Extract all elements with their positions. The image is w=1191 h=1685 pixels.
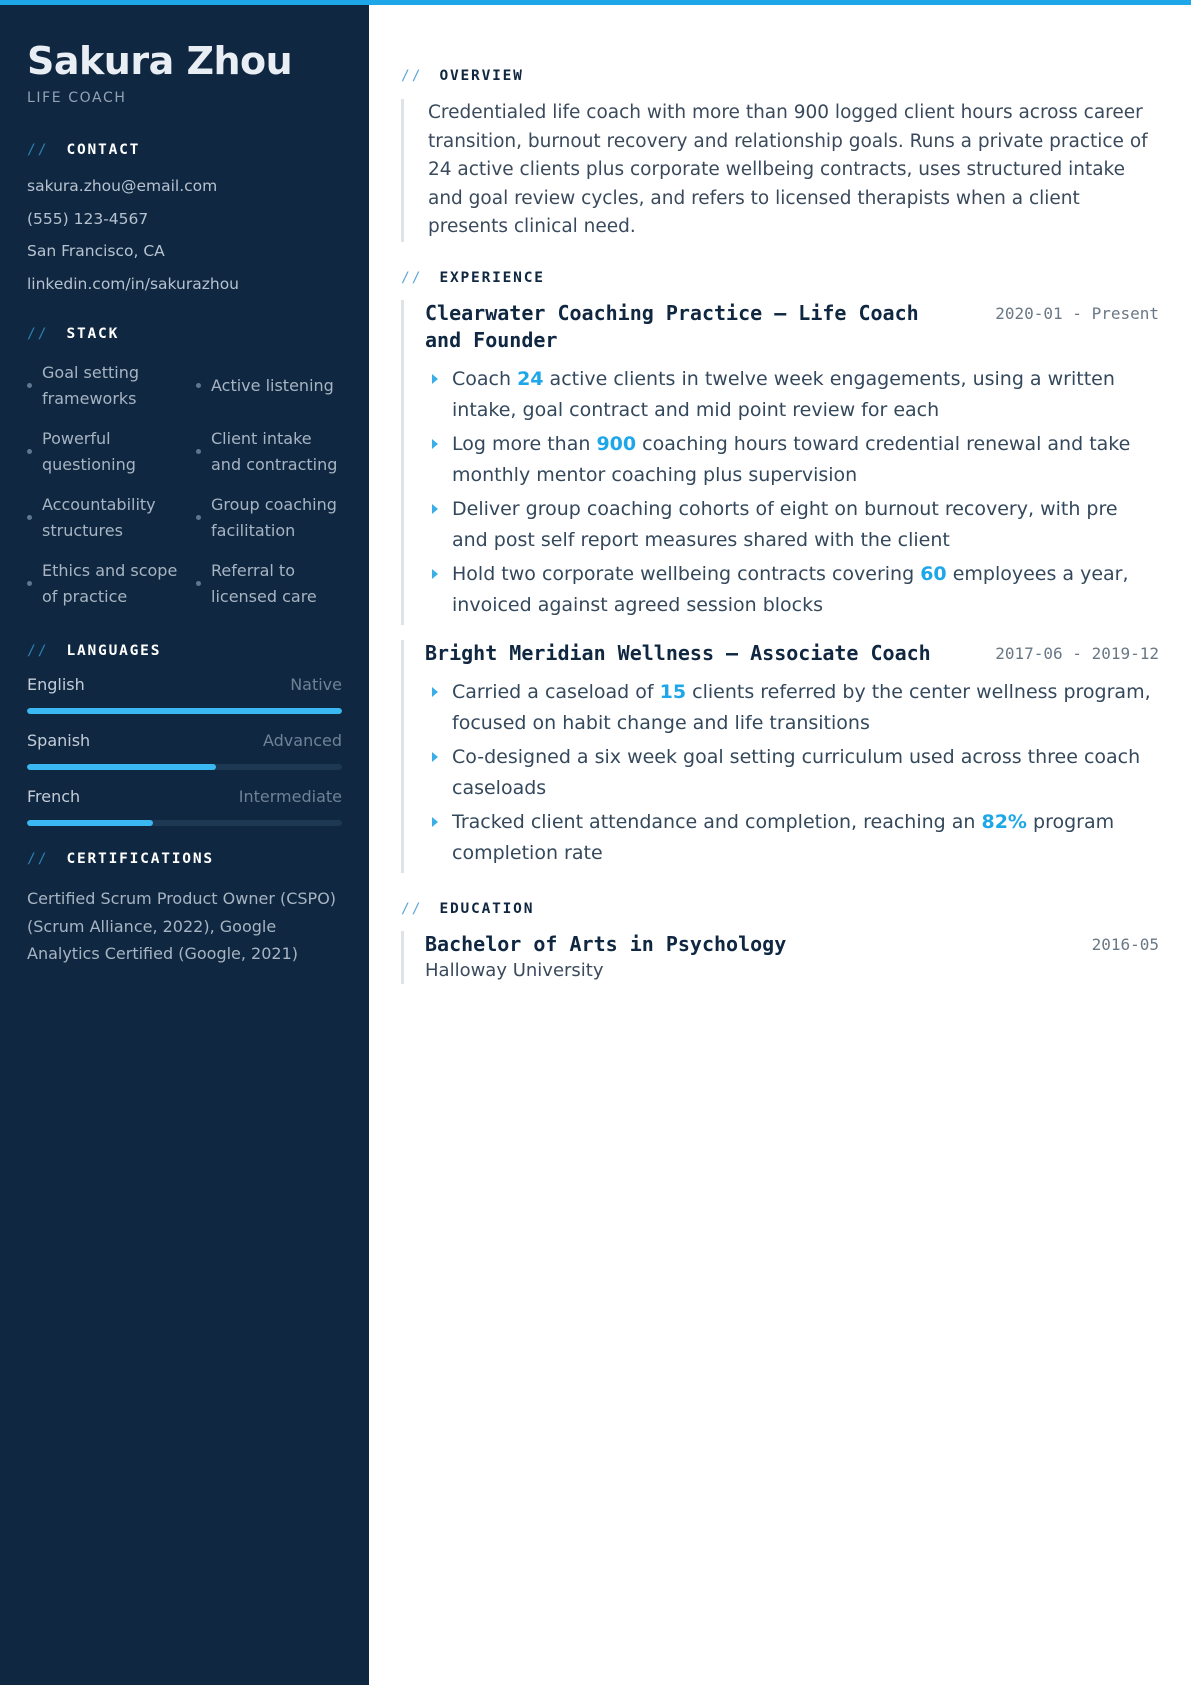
experience-heading <box>401 270 1159 286</box>
stack-item-label: Group coaching facilitation <box>211 495 337 540</box>
highlight-number: 24 <box>517 367 544 390</box>
certifications-heading-label: CERTIFICATIONS <box>66 851 214 867</box>
job-entry-title: Bright Meridian Wellness — Associate Coach <box>425 640 931 665</box>
job-bullet <box>425 807 1159 869</box>
experience-heading-label: EXPERIENCE <box>439 269 545 286</box>
education-heading <box>401 901 1159 917</box>
bullet-dot-icon <box>196 449 201 454</box>
job-title: LIFE COACH <box>27 90 127 106</box>
contact-linkedin[interactable]: linkedin.com/in/sakurazhou <box>27 274 240 293</box>
stack-item <box>196 492 344 543</box>
job-bullet <box>425 364 1159 426</box>
bullet-dot-icon <box>27 581 32 586</box>
job-entry-dates: 2017-06 - 2019-12 <box>995 643 1159 663</box>
language-item <box>27 731 342 770</box>
job-entry <box>401 640 1159 873</box>
contact-heading-label: CONTACT <box>66 142 141 158</box>
stack-item-label: Goal setting frameworks <box>42 363 139 408</box>
job-bullet <box>425 677 1159 739</box>
heading-prefix: // <box>401 900 423 917</box>
stack-heading <box>27 326 342 342</box>
job-bullet <box>425 742 1159 804</box>
bullet-dot-icon <box>196 581 201 586</box>
language-proficiency-bar <box>27 764 342 770</box>
bullet-dot-icon <box>196 383 201 388</box>
overview-text: Credentialed life coach with more than 900 logged client hours across career transition, burnout recovery and relationship goals. Runs a private practice of 24 active clients plus corporate wellbeing contracts, uses structured intake and goal review cycles, and refers to licensed therapists when a client presents clinical need. <box>401 99 1159 242</box>
language-proficiency-fill <box>27 764 216 770</box>
stack-item <box>196 360 344 411</box>
language-name: Spanish <box>27 731 91 750</box>
bullet-text: Deliver group coaching cohorts of eight on burnout recovery, with pre and post self report measures shared with the client <box>452 497 1118 551</box>
job-bullet <box>425 429 1159 491</box>
top-accent-bar <box>0 0 1191 5</box>
job-entry-title: Clearwater Coaching Practice — Life Coach and Founder <box>425 300 919 352</box>
language-level: Intermediate <box>238 787 342 806</box>
stack-item-label: Powerful questioning <box>42 429 136 474</box>
stack-item <box>27 426 196 477</box>
stack-list <box>27 360 342 609</box>
bullet-text: Log more than <box>452 432 597 455</box>
contact-heading <box>27 142 342 158</box>
language-proficiency-bar <box>27 820 342 826</box>
heading-prefix: // <box>401 68 423 84</box>
job-bullet <box>425 494 1159 556</box>
job-bullet <box>425 559 1159 621</box>
languages-list <box>27 675 342 826</box>
contact-list <box>27 170 342 300</box>
stack-item-label: Active listening <box>211 375 334 395</box>
stack-item-label: Referral to licensed care <box>211 561 317 606</box>
contact-phone[interactable]: (555) 123-4567 <box>27 209 149 228</box>
highlight-number: 60 <box>920 562 947 585</box>
education-degree: Bachelor of Arts in Psychology <box>425 931 787 956</box>
certifications-text: Certified Scrum Product Owner (CSPO) (Scrum Alliance, 2022), Google Analytics Certified (Google, 2021) <box>27 889 337 963</box>
bullet-dot-icon <box>196 515 201 520</box>
stack-item <box>196 426 344 477</box>
education-school: Halloway University <box>425 959 604 981</box>
stack-item <box>27 492 196 543</box>
heading-prefix: // <box>27 851 49 867</box>
education-entry <box>401 931 1159 984</box>
person-name: Sakura Zhou <box>27 39 293 83</box>
language-level: Advanced <box>262 731 342 750</box>
stack-item-label: Accountability structures <box>42 495 156 540</box>
language-item <box>27 787 342 826</box>
job-bullets <box>425 364 1159 621</box>
bullet-dot-icon <box>27 515 32 520</box>
certifications-heading <box>27 851 342 867</box>
language-name: French <box>27 787 81 806</box>
bullet-text: coaching hours toward credential renewal and take monthly mentor coaching plus supervision <box>452 432 1131 486</box>
stack-item <box>27 558 196 609</box>
language-level: Native <box>290 675 342 694</box>
stack-heading-label: STACK <box>66 326 120 342</box>
job-entry-dates: 2020-01 - Present <box>995 303 1159 323</box>
stack-item-label: Ethics and scope of practice <box>42 561 178 606</box>
stack-item <box>27 360 196 411</box>
job-entry <box>401 300 1159 625</box>
stack-item <box>196 558 344 609</box>
heading-prefix: // <box>27 643 49 659</box>
languages-heading-label: LANGUAGES <box>66 643 162 659</box>
heading-prefix: // <box>401 269 423 286</box>
main-content <box>369 0 1191 1685</box>
language-proficiency-fill <box>27 708 342 714</box>
bullet-text: Carried a caseload of <box>452 680 660 703</box>
job-bullets <box>425 677 1159 869</box>
overview-heading-label: OVERVIEW <box>439 68 524 84</box>
overview-heading <box>401 68 1159 84</box>
education-date: 2016-05 <box>1091 934 1159 954</box>
language-item <box>27 675 342 714</box>
stack-item-label: Client intake and contracting <box>211 429 338 474</box>
language-name: English <box>27 675 85 694</box>
bullet-text: Tracked client attendance and completion, reaching an <box>452 810 982 833</box>
language-proficiency-fill <box>27 820 153 826</box>
languages-heading <box>27 643 342 659</box>
bullet-text: active clients in twelve week engagements, using a written intake, goal contract and mid point review for each <box>452 367 1115 421</box>
bullet-text: Co-designed a six week goal setting curriculum used across three coach caseloads <box>452 745 1141 799</box>
highlight-number: 15 <box>659 680 687 703</box>
bullet-text: Coach <box>452 367 518 390</box>
language-proficiency-bar <box>27 708 342 714</box>
heading-prefix: // <box>27 142 49 158</box>
highlight-number: 82% <box>981 810 1027 833</box>
contact-email[interactable]: sakura.zhou@email.com <box>27 177 218 195</box>
heading-prefix: // <box>27 326 49 342</box>
bullet-text: program completion rate <box>452 810 1115 864</box>
bullet-text: clients referred by the center wellness program, focused on habit change and life transitions <box>452 680 1151 734</box>
bullet-text: Hold two corporate wellbeing contracts covering <box>452 562 921 585</box>
highlight-number: 900 <box>596 432 637 455</box>
education-heading-label: EDUCATION <box>439 900 535 917</box>
contact-location: San Francisco, CA <box>27 242 165 260</box>
bullet-dot-icon <box>27 449 32 454</box>
bullet-dot-icon <box>27 383 32 388</box>
sidebar <box>0 0 369 1685</box>
bullet-text: employees a year, invoiced against agreed session blocks <box>452 562 1129 616</box>
